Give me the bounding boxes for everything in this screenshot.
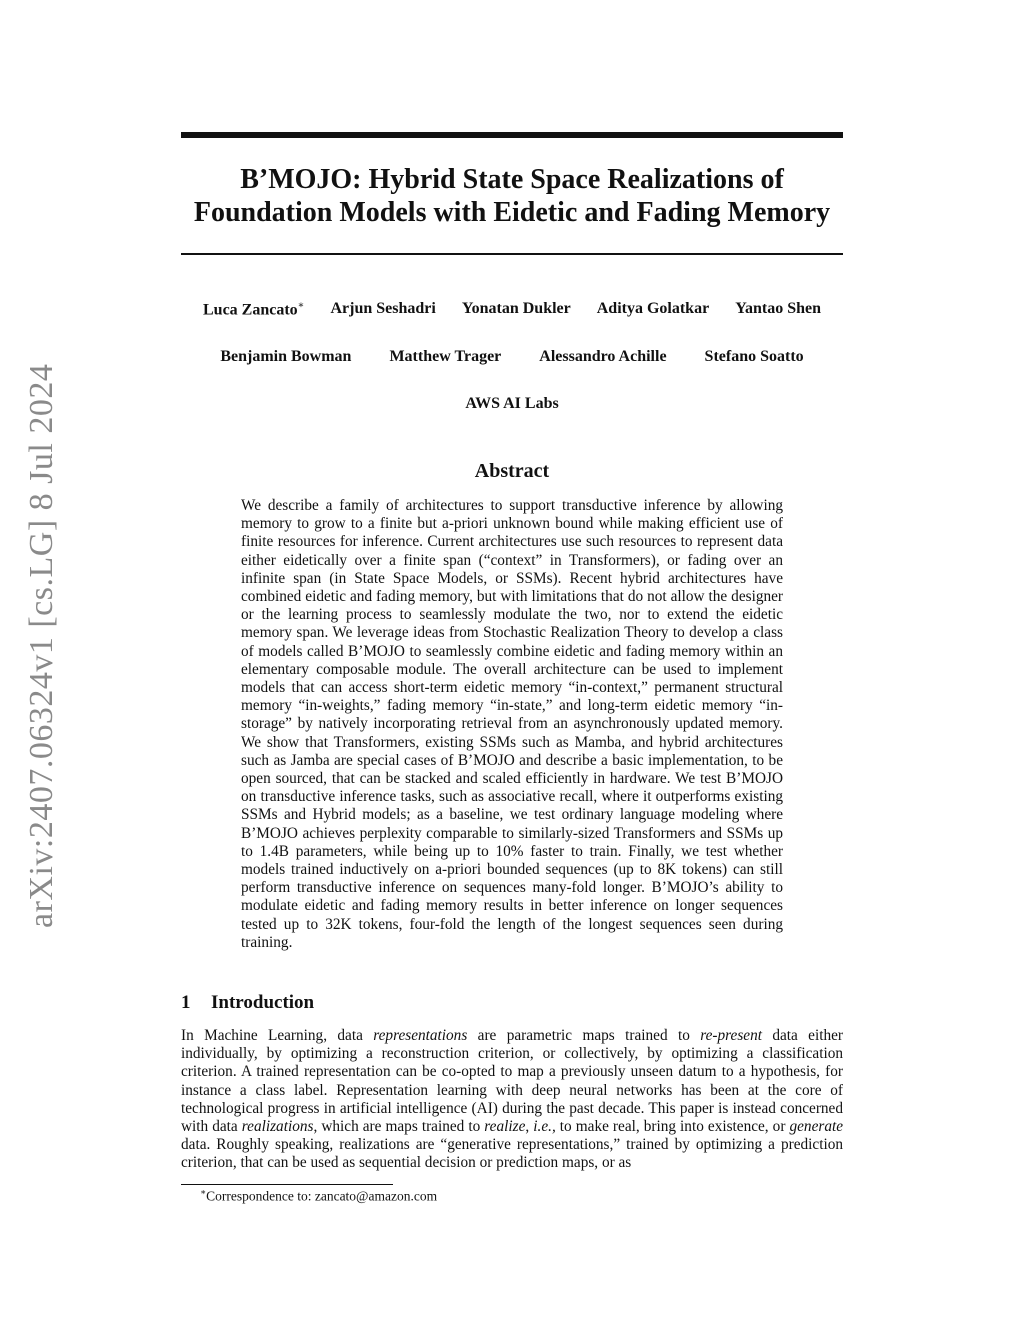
author: Arjun Seshadri <box>330 300 436 317</box>
author: Yantao Shen <box>735 300 821 317</box>
section-title: Introduction <box>211 992 315 1013</box>
author-footnote-mark: ∗ <box>297 300 305 311</box>
author: Benjamin Bowman <box>220 348 352 365</box>
title-bottom-rule <box>181 253 843 255</box>
section-number: 1 <box>181 992 191 1013</box>
author: Luca Zancato∗ <box>203 300 305 319</box>
arxiv-side-stamp: arXiv:2407.06324v1 [cs.LG] 8 Jul 2024 <box>23 363 60 928</box>
author: Alessandro Achille <box>539 348 667 365</box>
abstract-body: We describe a family of architectures to support transductive inference by allowing memory to grow to a finite but a-priori unknown bound while making efficient use of finite resources for inference. Current architectures use such resources to represent data either eidetically over a finite span (“context” in Transformers), or fading over an infinite span (in State Space Models, or SSMs). Recent hybrid architectures have combined eidetic and fading memory, but with limitations that do not allow the designer or the learning process to seamlessly modulate the two, nor to extend the eidetic memory span. We leverage ideas from Stochastic Realization Theory to develop a class of models called B’MOJO to seamlessly combine eidetic and fading memory within an elementary composable module. The overall architecture can be used to implement models that can access short-term eidetic memory “in-context,” permanent structural memory “in-weights,” fading memory “in-state,” and long-term eidetic memory “in-storage” by natively incorporating retrieval from an asynchronously updated memory. We show that Transformers, existing SSMs such as Mamba, and hybrid architectures such as Jamba are special cases of B’MOJO and describe a basic implementation, to be open sourced, that can be stacked and scaled efficiently in hardware. We test B’MOJO on transductive inference tasks, such as associative recall, where it outperforms existing SSMs and Hybrid models; as a baseline, we test ordinary language modeling where B’MOJO achieves perplexity comparable to similarly-sized Transformers and SSMs up to 1.4B parameters, while being up to 10% faster to train. Finally, we test whether models trained inductively on a-priori bounded sequences (up to 8K tokens) can still perform transductive inference on sequences many-fold longer. B’MOJO’s ability to modulate eidetic and fading memory results in better inference on longer sequences tested up to 32K tokens, four-fold the length of the longest sequences seen during training. <box>241 497 783 951</box>
affiliation: AWS AI Labs <box>465 395 559 412</box>
author: Matthew Trager <box>389 348 502 365</box>
footnote-rule <box>181 1184 393 1185</box>
section-heading <box>181 992 314 1014</box>
authors-row-1 <box>181 300 843 319</box>
author: Aditya Golatkar <box>596 300 710 317</box>
title-top-rule <box>181 132 843 138</box>
footnote <box>200 1187 437 1205</box>
author: Stefano Soatto <box>704 348 804 365</box>
author: Yonatan Dukler <box>461 300 571 317</box>
title-line-1: B’MOJO: Hybrid State Space Realizations of <box>240 164 784 195</box>
paper-title <box>181 163 843 229</box>
title-line-2: Foundation Models with Eidetic and Fading Memory <box>193 197 831 228</box>
introduction-paragraph: In Machine Learning, data representations are parametric maps trained to re-present data either individually, by optimizing a reconstruction criterion, or collectively, by optimizing a classification criterion. A trained representation can be co-opted to map a previously unseen datum to a hypothesis, for instance a class label. Representation learning with deep neural networks has been at the core of technological progress in artificial intelligence (AI) during the past decade. This paper is instead concerned with data realizations, which are maps trained to realize, i.e., to make real, bring into existence, or generate data. Roughly speaking, realizations are “generative representations,” trained by optimizing a prediction criterion, that can be used as sequential decision or prediction maps, or as <box>181 1027 844 1172</box>
authors-row-2 <box>181 348 843 366</box>
footnote-text: Correspondence to: zancato@amazon.com <box>206 1188 438 1204</box>
footnote-mark: ∗ <box>200 1187 207 1197</box>
abstract-heading: Abstract <box>474 460 550 482</box>
